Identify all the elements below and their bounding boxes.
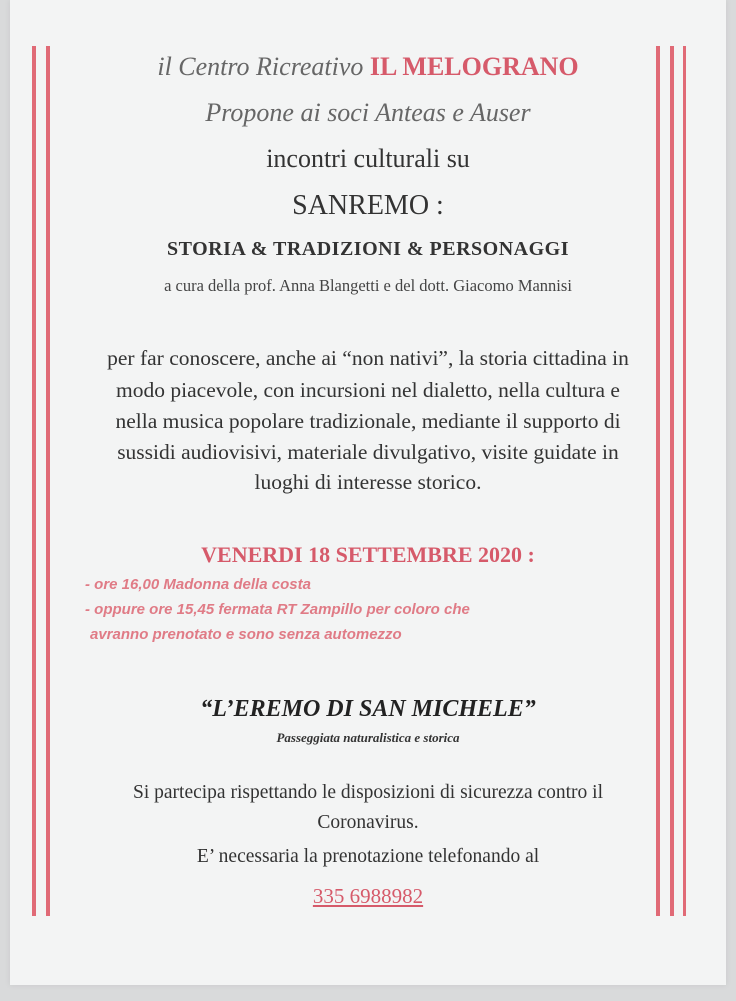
description-line: sussidi audiovisivi, materiale divulgativo, visite guidate in	[117, 440, 619, 464]
topic-subtitle: STORIA & TRADIZIONI & PERSONAGGI	[166, 238, 569, 260]
event-title: “L’EREMO DI SAN MICHELE”	[200, 696, 536, 722]
safety-line: Coronavirus.	[317, 812, 419, 833]
title-line-1	[0, 52, 736, 82]
topic-heading: SANREMO :	[292, 190, 444, 221]
curated-by: a cura della prof. Anna Blangetti e del dott. Giacomo Mannisi	[164, 276, 572, 295]
event-subtitle: Passeggiata naturalistica e storica	[276, 730, 460, 745]
phone-number-link[interactable]: 335 6988982	[312, 884, 424, 908]
event-date: VENERDI 18 SETTEMBRE 2020 :	[201, 542, 535, 567]
schedule-line: - oppure ore 15,45 fermata RT Zampillo per coloro che	[85, 601, 470, 618]
schedule-line: - ore 16,00 Madonna della costa	[85, 576, 311, 593]
description-line: nella musica popolare tradizionale, mediante il supporto di	[115, 409, 621, 433]
description-line: per far conoscere, anche ai “non nativi”, la storia cittadina in	[107, 346, 629, 370]
description-line: modo piacevole, con incursioni nel dialetto, nella cultura e	[116, 378, 620, 402]
schedule-line: avranno prenotato e sono senza automezzo	[90, 626, 402, 643]
title-line-2: Propone ai soci Anteas e Auser	[205, 98, 531, 127]
title-prefix: il Centro Ricreativo	[157, 52, 370, 81]
title-line-3: incontri culturali su	[266, 144, 470, 173]
booking-text: E’ necessaria la prenotazione telefonando al	[196, 846, 540, 867]
description-line: luoghi di interesse storico.	[254, 470, 482, 494]
safety-line: Si partecipa rispettando le disposizioni di sicurezza contro il	[132, 782, 604, 803]
organization-name: IL MELOGRANO	[369, 52, 579, 81]
phone-number-row	[0, 884, 736, 909]
